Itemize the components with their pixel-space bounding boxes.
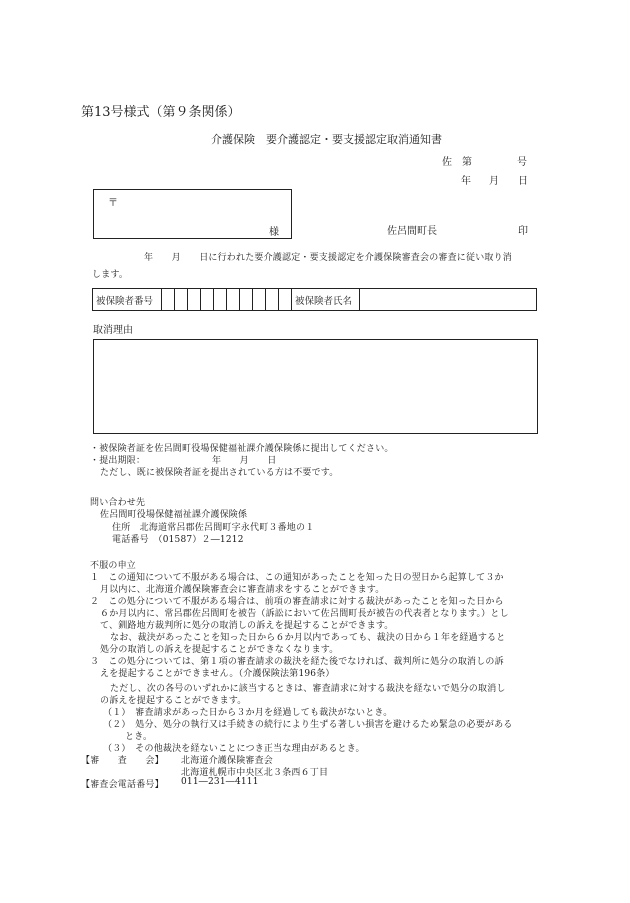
insured-number-cell[interactable]	[162, 289, 175, 310]
appeal-p3-line3: ただし、次の各号のいずれかに該当するときは、審査請求に対する裁決を経ないで処分の取消し	[110, 684, 506, 694]
contact-phone: 電話番号 （01587）２―1212	[112, 535, 244, 545]
contact-address: 住所 北海道常呂郡佐呂間町字永代町３番地の１	[112, 523, 315, 533]
appeal-p1-line2: 月以内に、北海道介護保険審査会に審査請求をすることができます。	[100, 585, 385, 595]
insured-number-cell[interactable]	[266, 289, 279, 310]
insured-name-field[interactable]	[360, 289, 536, 310]
insured-number-cell[interactable]	[188, 289, 201, 310]
council-address: 北海道札幌市中央区北３条西６丁目	[181, 768, 329, 778]
council-name: 北海道介護保険審査会	[181, 756, 274, 766]
council-label: 【審 査 会】	[81, 756, 164, 766]
council-phone-label: 【審査会電話番号】	[81, 780, 164, 790]
insured-number-cell[interactable]	[175, 289, 188, 310]
intro-line-2: します。	[92, 270, 129, 280]
appeal-item-1: （１） 審査請求があった日から３か月を経過しても裁決がないとき。	[103, 708, 393, 718]
note-deadline-label: ・提出期限：	[90, 456, 146, 466]
date-month: 月	[489, 176, 499, 187]
cancel-reason-box[interactable]	[93, 339, 538, 434]
address-box	[93, 189, 292, 239]
appeal-p2-line4: なお、裁決があったことを知った日から６か月以内であっても、裁決の日から１年を経過すると	[110, 633, 506, 643]
cancel-reason-label: 取消理由	[93, 325, 133, 336]
contact-office: 佐呂間町役場保健福祉課介護保険係	[100, 510, 248, 520]
appeal-p2-line1: ２ この処分について不服がある場合は、前項の審査請求に対する裁決があったことを知った日から	[90, 597, 504, 607]
appeal-item-2-line1: （２） 処分、処分の執行又は手続きの続行により生ずる著しい損害を避けるため緊急の必要がある	[103, 720, 513, 730]
insured-number-cell[interactable]	[201, 289, 214, 310]
appeal-p2-line5: 処分の取消しの訴えを提起することができなくなります。	[100, 645, 339, 655]
note-submit: ・被保険者証を佐呂間町役場保健福祉課介護保険係に提出してください。	[90, 444, 394, 454]
council-phone: 011―231―4111	[181, 777, 259, 787]
contact-heading: 問い合わせ先	[90, 498, 146, 508]
insured-number-cell[interactable]	[279, 289, 292, 310]
postal-mark: 〒	[108, 198, 118, 209]
intro-line-1: 年 月 日に行われた要介護認定・要支援認定を介護保険審査会の審査に従い取り消	[144, 253, 513, 263]
insured-number-cell[interactable]	[227, 289, 240, 310]
date-year: 年	[461, 176, 471, 187]
appeal-item-2-line2: とき。	[125, 732, 153, 742]
doc-number-prefix: 佐 第	[442, 157, 472, 168]
appeal-p3-line2: えを提起することができません。（介護保険法第196条）	[100, 669, 335, 679]
doc-number-suffix: 号	[517, 157, 527, 168]
issuer-name: 佐呂間町長	[387, 226, 437, 237]
form-number: 第13号様式（第９条関係）	[81, 105, 241, 120]
document-title: 介護保険 要介護認定・要支援認定取消通知書	[211, 133, 442, 146]
insured-name-label: 被保険者氏名	[292, 289, 360, 310]
appeal-p3-line1: ３ この処分については、第１項の審査請求の裁決を経た後でなければ、裁判所に処分の取消しの訴	[90, 657, 504, 667]
appeal-item-3: （３） その他裁決を経ないことにつき正当な理由があるとき。	[103, 744, 365, 754]
insured-number-cell[interactable]	[214, 289, 227, 310]
insured-info-table	[92, 288, 537, 311]
appeal-heading: 不服の申立	[90, 561, 137, 571]
appeal-p2-line2: ６か月以内に、常呂郡佐呂間町を被告（訴訟において佐呂間町長が被告の代表者となります。）とし	[100, 609, 509, 619]
appeal-p3-line4: の訴えを提起することができます。	[100, 696, 247, 706]
insured-number-cell[interactable]	[240, 289, 253, 310]
appeal-p1-line1: １ この通知について不服がある場合は、この通知があったことを知った日の翌日から起算して３か	[90, 573, 504, 583]
issuer-seal: 印	[518, 226, 528, 237]
appeal-p2-line3: て、釧路地方裁判所に処分の取消しの訴えを提起することができます。	[100, 621, 394, 631]
honorific-sama: 様	[269, 227, 279, 238]
insured-number-label: 被保険者番号	[93, 289, 162, 310]
date-day: 日	[518, 176, 528, 187]
note-exemption: ただし、既に被保険者証を提出されている方は不要です。	[100, 468, 339, 478]
note-deadline-date: 年 月 日	[212, 456, 277, 466]
insured-number-cell[interactable]	[253, 289, 266, 310]
